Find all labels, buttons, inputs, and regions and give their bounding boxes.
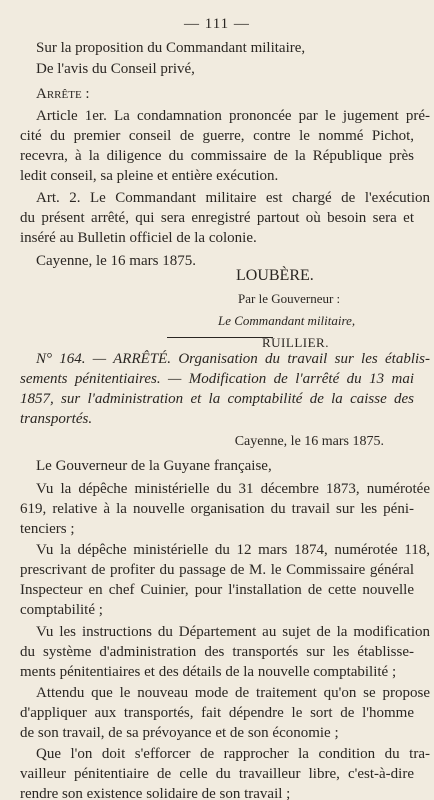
arrete-label: Arrête : [36,86,90,102]
countersign-name: RUILLIER. [262,335,329,350]
para3-line-1: Vu les instructions du Département au sujet de la modification [36,624,430,640]
article1-line-3: recevra, à la diligence du commissaire de la République près [20,148,414,164]
preamble-line-2: De l'avis du Conseil privé, [36,61,195,77]
governor-line: Le Gouverneur de la Guyane française, [36,458,272,474]
para5-line-3: rendre son existence solidaire de son travail ; [20,786,291,800]
para2-line-1: Vu la dépêche ministérielle du 12 mars 1874, numérotée 118, [36,542,430,558]
decree2-heading-line-2: sements pénitentiaires. — Modification de l'arrêté du 13 mai [20,371,414,387]
by-governor-line: Par le Gouverneur : [238,291,341,306]
decree2-heading-line-1: N° 164. — ARRÊTÉ. Organisation du travail sur les établis- [36,351,430,367]
article1-line-1: Article 1er. La condamnation prononcée par le jugement pré- [36,108,430,124]
para1-line-2: 619, relative à la nouvelle organisation du travail sur les péni- [20,501,414,517]
decree2-heading-line-4: transportés. [20,411,93,427]
para5-line-2: vailleur pénitentiaire de celle du travailleur libre, c'est-à-dire [20,766,414,782]
preamble-line-1: Sur la proposition du Commandant militaire, [36,40,306,56]
section-divider [167,337,273,338]
article1-line-4: ledit conseil, sa pleine et entière exécution. [20,168,279,184]
para1-line-3: tenciers ; [20,521,75,537]
decree2-date: Cayenne, le 16 mars 1875. [234,434,384,449]
military-commander-line: Le Commandant militaire, [218,313,356,328]
para4-line-1: Attendu que le nouveau mode de traitement qu'on se propose [36,685,430,701]
para1-line-1: Vu la dépêche ministérielle du 31 décembre 1873, numérotée [36,481,430,497]
para3-line-3: ments pénitentiaires et des détails de la nouvelle comptabilité ; [20,664,397,680]
article2-line-2: du présent arrêté, qui sera enregistré partout où besoin sera et [20,210,414,226]
page-number: — 111 — [184,16,250,32]
para2-line-2: prescrivant de profiter du passage de M. le Commissaire général [20,562,414,578]
decree2-heading-line-3: 1857, sur l'administration et la comptabilité de la caisse des [20,391,414,407]
para2-line-3: Inspecteur en chef Cuinier, pour l'installation de cette nouvelle [20,582,414,598]
article2-line-3: inséré au Bulletin officiel de la colonie. [20,230,257,246]
article1-line-2: cité du premier conseil de guerre, contre le nommé Pichot, [20,128,414,144]
para4-line-2: d'appliquer aux transportés, fait dépendre le sort de l'homme [20,705,414,721]
para4-line-3: de son travail, de sa prévoyance et de son économie ; [20,725,339,741]
para5-line-1: Que l'on doit s'efforcer de rapprocher la condition du tra- [36,746,430,762]
signatory-name: LOUBÈRE. [236,267,314,284]
decree1-date: Cayenne, le 16 mars 1875. [36,253,196,269]
para2-line-4: comptabilité ; [20,602,103,618]
para3-line-2: du système d'administration des transportés sur les établisse- [20,644,414,660]
article2-line-1: Art. 2. Le Commandant militaire est chargé de l'exécution [36,190,430,206]
